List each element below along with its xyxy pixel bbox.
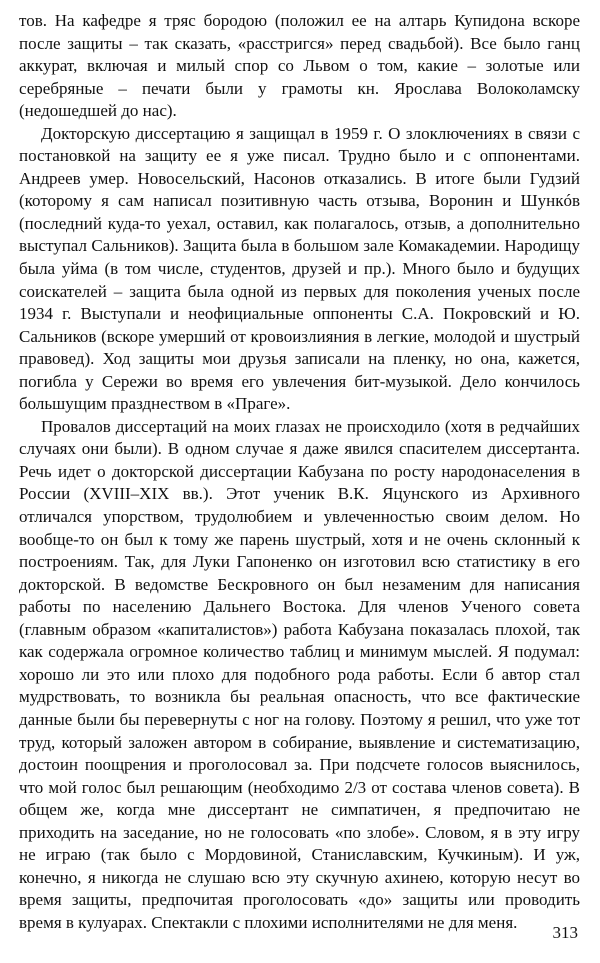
- paragraph-2: Докторскую диссертацию я защищал в 1959 г. О злоключениях в связи с постановкой на защиту ее я уже писал. Трудно было и с оппонентами. Андреев умер. Новосельский, Насонов отказались. В итоге были Гудзий (которому я сам написал позитивную часть отзыва, Воронин и Шункóв (последний куда-то уехал, оставил, как полагалось, отзыв, а дополнительно выступал Сальников). Защита была в большом зале Комакадемии. Народищу была уйма (в том числе, студентов, друзей и пр.). Много было и будущих соискателей – защита была одной из первых для поколения ученых после 1934 г. Выступали и неофициальные оппоненты С.А. Покровский и Ю. Сальников (вскоре умерший от кровоизлияния в легкие, молодой и шустрый правовед). Ход защиты мои друзья записали на пленку, но она, кажется, погибла у Сережи во время его увлечения бит-музыкой. Дело кончилось большущим празднеством в «Праге».: [19, 123, 580, 414]
- paragraph-3: Провалов диссертаций на моих глазах не происходило (хотя в редчайших случаях они были). В одном случае я даже явился спасителем диссертанта. Речь идет о докторской диссертации Кабузана по росту народонаселения в России (XVIII–XIX вв.). Этот ученик В.К. Яцунского из Архивного отличался упорством, трудолюбием и увлеченностью своим делом. Но вообще-то он был к тому же парень шустрый, хотя и не очень склонный к построениям. Так, для Луки Гапоненко он изготовил всю статистику в его докторской. В ведомстве Бескровного он был незаменим для написания работы по населению Дальнего Востока. Для членов Ученого совета (главным образом «капиталистов») работа Кабузана показалась плохой, так как содержала огромное количество таблиц и минимум мыслей. Я подумал: хорошо ли это или плохо для подобного рода работы. Если б автор стал мудрствовать, то возникла бы реальная опасность, что все фактические данные были бы перевернуты с ног на голову. Поэтому я решил, что уже тот труд, который заложен автором в собирание, выявление и систематизацию, достоин поощрения и проголосовал за. При подсчете голосов выяснилось, что мой голос был решающим (необходимо 2/3 от состава членов совета). В общем же, когда мне диссертант не симпатичен, я предпочитаю не приходить на заседание, но не голосовать «по злобе». Словом, я в эту игру не играю (так было с Мордовиной, Станиславским, Кучкиным). И уж, конечно, я никогда не слушаю всю эту скучную ахинею, которую несут во время защиты, предпочитая проголосовать «до» защиты или проводить время в кулуарах. Спектакли с плохими исполнителями не для меня.: [19, 416, 580, 932]
- paragraph-1: тов. На кафедре я тряс бородою (положил ее на алтарь Купидона вскоре после защиты – так сказать, «расстригся» перед свадьбой). Все было ганц аккурат, включая и милый спор со Львом о том, какие – золотые или серебряные – печати были у грамоты кн. Ярослава Волоколамску (недошедшей до нас).: [19, 11, 580, 121]
- page-number: 313: [552, 923, 578, 942]
- body-text: [19, 10, 580, 934]
